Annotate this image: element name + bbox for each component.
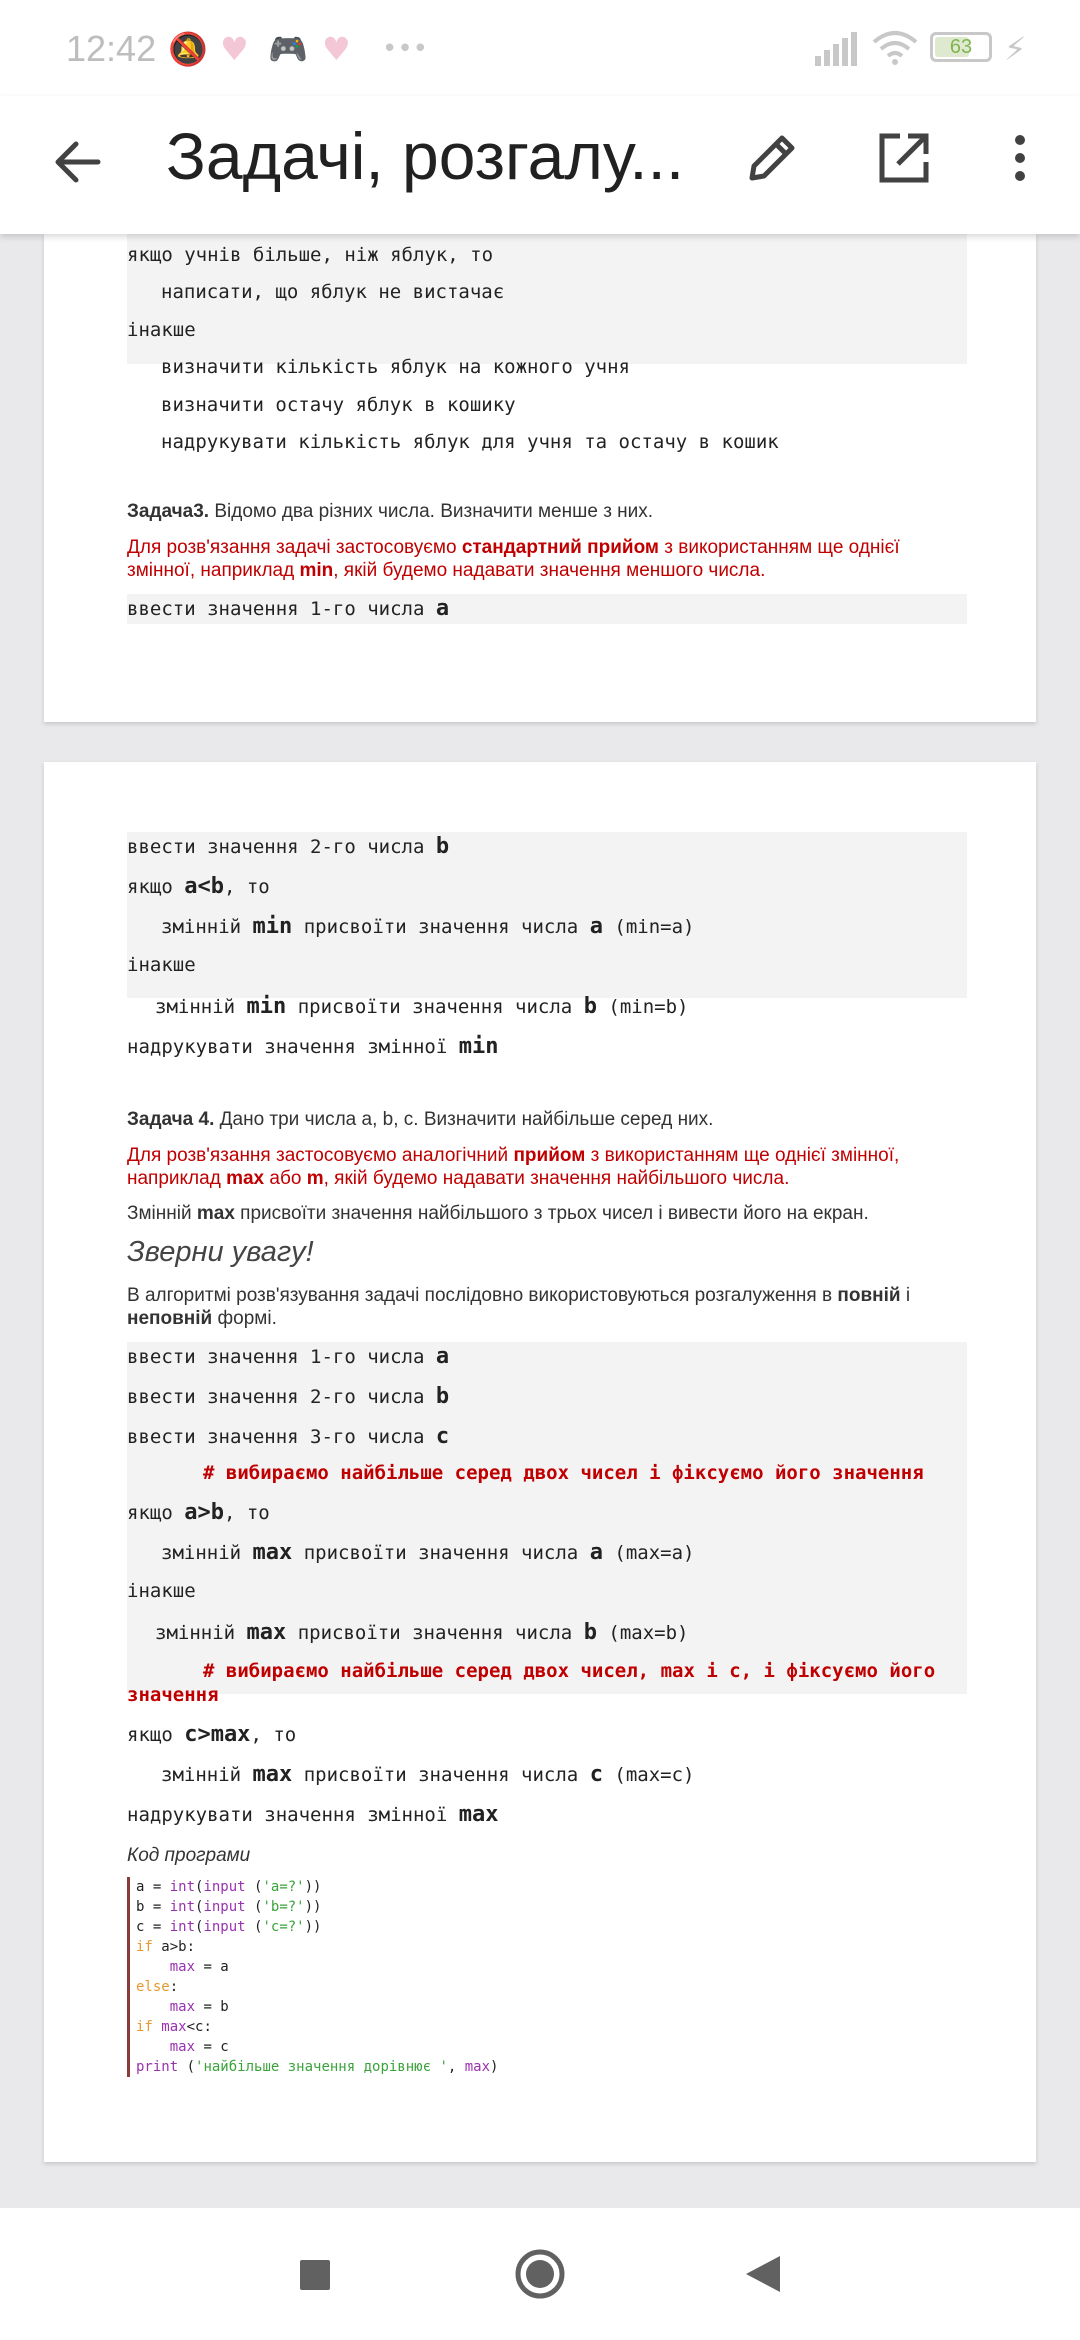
charging-icon: ⚡ xyxy=(1004,30,1027,68)
pseudo-line: визначити кількість яблук на кожного учня xyxy=(161,356,630,378)
more-options-icon[interactable] xyxy=(1000,126,1040,190)
clock: 12:42 xyxy=(66,28,157,69)
pseudo-line: ввести значення 1-го числа a xyxy=(127,1344,450,1369)
pseudo-line: написати, що яблук не вистачає xyxy=(161,281,505,303)
task4-hint: Для розв'язання застосовуємо аналогічний прийом з використанням ще однієї змінної, наприклад max або m, якій будемо надавати значення найбільшого числа. xyxy=(127,1145,900,1189)
pseudo-line: інакше xyxy=(127,954,196,976)
pseudo-line: надрукувати значення змінної max xyxy=(127,1802,499,1827)
task3-text: Відомо два різних числа. Визначити менше з них. xyxy=(214,501,654,522)
code-line: max = b xyxy=(169,1999,229,2015)
recent-apps-icon[interactable] xyxy=(300,2260,330,2290)
task3-hint: Для розв'язання задачі застосовуємо стандартний прийом з використанням ще однієї змінної, наприклад min, якій будемо надавати значення меншого числа. xyxy=(127,537,900,581)
app-bar xyxy=(0,96,1080,234)
task4-statement: Задача 4. Дано три числа a, b, c. Визначити найбільше серед них. xyxy=(127,1109,714,1130)
pseudo-line: надрукувати значення змінної min xyxy=(127,1034,499,1059)
task3-statement xyxy=(127,500,969,523)
back-arrow-icon[interactable] xyxy=(48,132,108,192)
pseudo-line: якщо c>max, то xyxy=(127,1722,297,1747)
pseudo-line: змінній max присвоїти значення числа a (max=a) xyxy=(161,1540,695,1565)
code-line: b = int(input ('b=?')) xyxy=(136,1899,322,1915)
pseudo-line: змінній max присвоїти значення числа c (max=c) xyxy=(161,1762,695,1787)
heart-icon: ♥ xyxy=(220,30,249,68)
code-line: print ('найбільше значення дорівнює ', max) xyxy=(136,2059,499,2075)
edit-pencil-icon[interactable] xyxy=(740,126,804,190)
python-code-block xyxy=(127,1877,499,2077)
system-nav-bar xyxy=(0,2208,1080,2340)
pseudo-line: змінній max присвоїти значення числа b (max=b) xyxy=(155,1620,689,1645)
pseudo-line: якщо a>b, то xyxy=(127,1500,270,1525)
pseudo-line: змінній min присвоїти значення числа a (min=a) xyxy=(161,914,695,939)
algorithm-note: В алгоритмі розв'язування задачі послідовно використовуються розгалуження в повній і неповній формі. xyxy=(127,1285,911,1329)
comment-line: значення xyxy=(127,1684,219,1706)
pseudo-line: змінній min присвоїти значення числа b (min=b) xyxy=(155,994,689,1019)
document-page-2 xyxy=(44,762,1036,2162)
status-bar xyxy=(0,0,1080,96)
code-line: if a>b: xyxy=(136,1939,196,1955)
document-page-1 xyxy=(44,234,1036,722)
code-line: c = int(input ('c=?')) xyxy=(136,1919,322,1935)
wifi-icon xyxy=(872,30,918,66)
pseudo-line: інакше xyxy=(127,319,196,341)
document-title: Задачі, розгалу... xyxy=(166,119,685,193)
code-line: if max<c: xyxy=(136,2019,212,2035)
battery-level: 63 xyxy=(949,36,973,58)
comment-line: # вибираємо найбільше серед двох чисел і фіксуємо його значення xyxy=(203,1462,924,1484)
comment-line: # вибираємо найбільше серед двох чисел, max і c, і фіксуємо його xyxy=(203,1660,936,1682)
pseudo-line: ввести значення 2-го числа b xyxy=(127,1384,450,1409)
pseudo-line: надрукувати кількість яблук для учня та остачу в кошик xyxy=(161,431,779,453)
task4-title: Задача 4. xyxy=(127,1109,215,1130)
pseudo-line: ввести значення 1-го числа a xyxy=(127,596,450,621)
code-line: a = int(input ('a=?')) xyxy=(136,1879,322,1895)
pseudo-line: ввести значення 3-го числа c xyxy=(127,1424,450,1449)
pseudo-line: визначити остачу яблук в кошику xyxy=(161,394,516,416)
heart-icon: ♥ xyxy=(322,30,351,68)
nav-back-icon[interactable] xyxy=(742,2252,784,2296)
pseudo-line: інакше xyxy=(127,1580,196,1602)
task4-instruction: Змінній max присвоїти значення найбільшого з трьох чисел і вивести його на екран. xyxy=(127,1203,869,1224)
open-external-icon[interactable] xyxy=(872,126,936,190)
task3-title: Задача3. xyxy=(127,501,210,522)
pseudo-line: ввести значення 2-го числа b xyxy=(127,834,450,859)
pseudo-line: якщо учнів більше, ніж яблук, то xyxy=(127,244,494,266)
code-line: max = a xyxy=(169,1959,229,1975)
code-line: else: xyxy=(136,1979,179,1995)
battery-icon xyxy=(930,32,992,62)
signal-icon xyxy=(815,32,859,66)
mute-icon: 🔕 xyxy=(168,30,208,68)
code-title: Код програми xyxy=(127,1845,251,1866)
code-line: max = c xyxy=(169,2039,229,2055)
pseudo-line: якщо a<b, то xyxy=(127,874,270,899)
gamepad-icon: 🎮 xyxy=(268,30,308,68)
more-notifications-icon: ••• xyxy=(382,34,429,64)
attention-heading: Зверни увагу! xyxy=(127,1236,314,1268)
home-icon[interactable] xyxy=(514,2248,566,2300)
